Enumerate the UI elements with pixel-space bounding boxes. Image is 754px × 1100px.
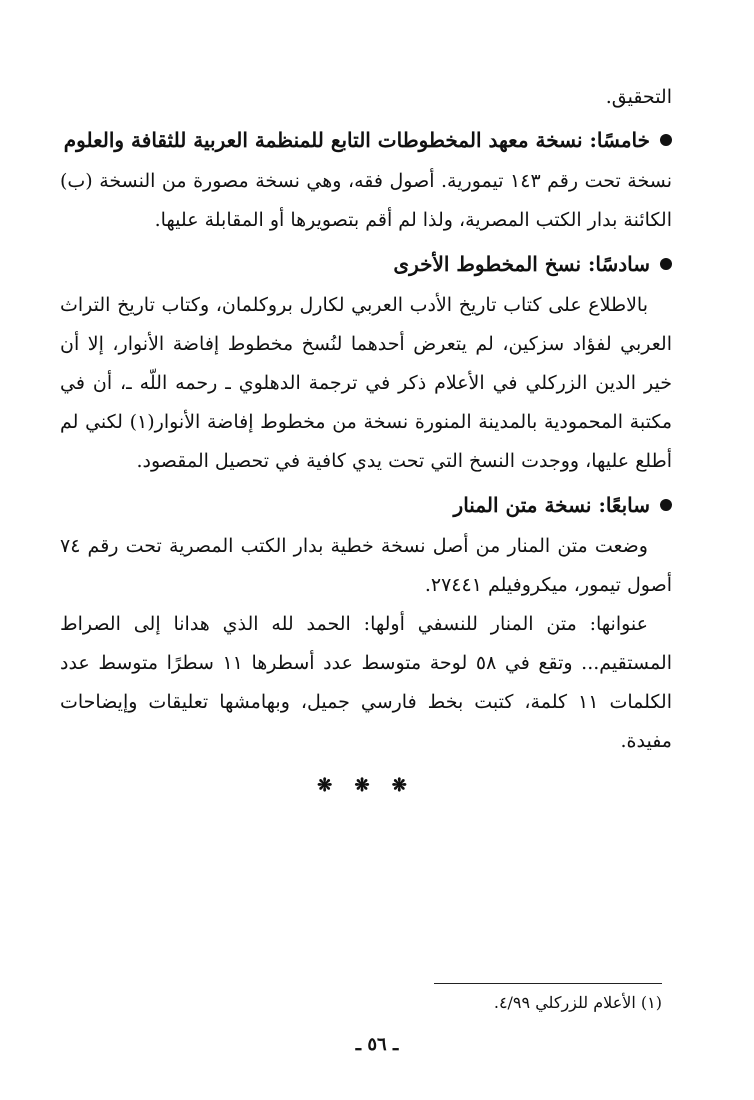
bullet-icon [660, 134, 672, 146]
section-heading-text: سابعًا: نسخة متن المنار [453, 493, 650, 517]
bullet-icon [660, 499, 672, 511]
document-body [60, 78, 672, 796]
section-heading-fifth [60, 118, 672, 162]
section-heading-seventh [60, 483, 672, 527]
footnote-divider [434, 983, 662, 984]
section-heading-text: خامسًا: نسخة معهد المخطوطات التابع للمنظمة العربية للثقافة والعلوم [63, 128, 650, 152]
footnote: (١) الأعلام للزركلي ٤/٩٩. [493, 993, 662, 1012]
section-heading-sixth [60, 242, 672, 286]
page-number: ـ ٥٦ ـ [355, 1034, 399, 1055]
section-paragraph: نسخة تحت رقم ١٤٣ تيمورية. أصول فقه، وهي نسخة مصورة من النسخة (ب) الكائنة بدار الكتب المصرية، ولذا لم أقم بتصويرها أو المقابلة عليها. [60, 170, 672, 231]
intro-line: التحقيق. [605, 86, 672, 108]
bullet-icon [660, 258, 672, 270]
section-paragraph: وضعت متن المنار من أصل نسخة خطية بدار الكتب المصرية تحت رقم ٧٤ أصول تيمور، ميكروفيلم ٢٧٤٤١. [60, 535, 672, 596]
section-separator: ❋ ❋ ❋ [317, 775, 415, 796]
section-paragraph: عنوانها: متن المنار للنسفي أولها: الحمد لله الذي هدانا إلى الصراط المستقيم... وتقع في ٥٨ لوحة متوسط عدد أسطرها ١١ سطرًا متوسط عدد الكلمات ١١ كلمة، كتبت بخط فارسي جميل، وبهامشها تعليقات وإيضاحات مفيدة. [60, 613, 672, 752]
section-heading-text: سادسًا: نسخ المخطوط الأخرى [393, 252, 650, 276]
section-paragraph: بالاطلاع على كتاب تاريخ الأدب العربي لكارل بروكلمان، وكتاب تاريخ التراث العربي لفؤاد سزكين، لم يتعرض أحدهما لنُسخ مخطوط إفاضة الأنوار، إلا أن خير الدين الزركلي في الأعلام ذكر في ترجمة الدهلوي ـ رحمه اللّه ـ، أن في مكتبة المحمودية بالمدينة المنورة نسخة من مخطوط إفاضة الأنوار(١) لكني لم أطلع عليها، ووجدت النسخ التي تحت يدي كافية في تحصيل المقصود. [60, 294, 672, 472]
